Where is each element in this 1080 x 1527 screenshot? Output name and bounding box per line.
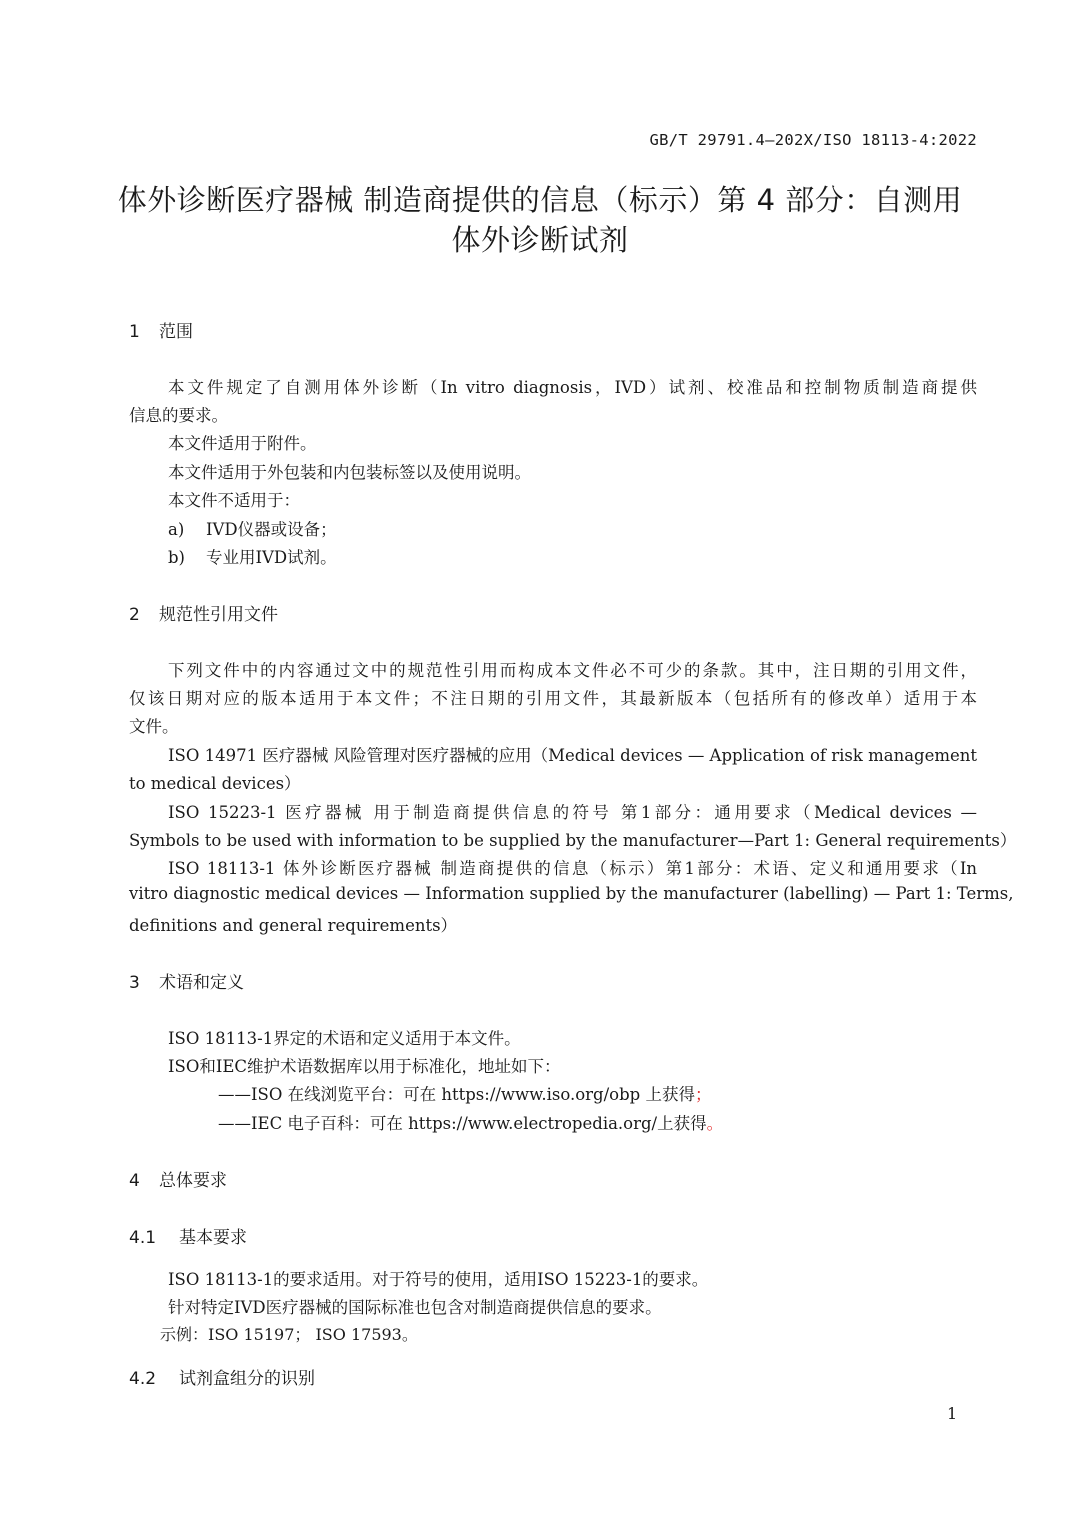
section-2-heading — [129, 600, 278, 625]
section-title: 试剂盒组分的识别 — [179, 1369, 315, 1389]
reference-iso18113-line-1: ISO 18113-1 体外诊断医疗器械 制造商提供的信息（标示）第1部分：术语、定义和通用要求（In — [168, 859, 977, 878]
list-item — [168, 516, 337, 540]
s2-paragraph-line-1: 下列文件中的内容通过文中的规范性引用而构成本文件必不可少的条款。其中，注日期的引用文件， — [168, 661, 977, 680]
section-number: 4 — [129, 1171, 140, 1191]
list-text: 专业用IVD试剂。 — [206, 548, 337, 567]
reference-iso15223-line-2: Symbols to be used with information to be supplied by the manufacturer—Part 1: General requirements） — [129, 831, 1017, 850]
s1-paragraph-2: 本文件适用于附件。 — [168, 434, 317, 453]
section-title: 术语和定义 — [159, 973, 244, 993]
s4-1-paragraph-1: ISO 18113-1的要求适用。对于符号的使用，适用ISO 15223-1的要求。 — [168, 1270, 709, 1289]
dash-item-electropedia — [218, 1110, 723, 1134]
section-title: 基本要求 — [179, 1228, 247, 1248]
list-item — [168, 544, 337, 568]
page-number: 1 — [947, 1404, 958, 1423]
list-marker: b) — [168, 548, 185, 567]
section-4-1-heading — [129, 1223, 247, 1248]
s3-paragraph-2: ISO和IEC维护术语数据库以用于标准化，地址如下： — [168, 1057, 561, 1076]
s2-paragraph-line-2: 仅该日期对应的版本适用于本文件；不注日期的引用文件，其最新版本（包括所有的修改单）适用于本 — [129, 689, 977, 708]
document-id-header: GB/T 29791.4—202X/ISO 18113-4:2022 — [649, 131, 977, 149]
s2-paragraph-line-3: 文件。 — [129, 717, 179, 736]
section-number: 3 — [129, 973, 140, 993]
reference-iso14971-line-2: to medical devices） — [129, 774, 301, 793]
reference-iso15223-line-1: ISO 15223-1 医疗器械 用于制造商提供信息的符号 第1部分：通用要求（Medical devices — — [168, 803, 977, 822]
s4-1-paragraph-2: 针对特定IVD医疗器械的国际标准也包含对制造商提供信息的要求。 — [168, 1298, 662, 1317]
title-line-2: 体外诊断试剂 — [451, 223, 629, 257]
reference-iso18113-line-2: vitro diagnostic medical devices — Information supplied by the manufacturer (labelling) — Part 1: Terms, — [129, 884, 1014, 903]
s1-paragraph-3: 本文件适用于外包装和内包装标签以及使用说明。 — [168, 463, 531, 482]
section-4-heading — [129, 1166, 227, 1191]
dash-item-punct: ； — [694, 1085, 712, 1104]
section-3-heading — [129, 968, 244, 993]
section-number: 1 — [129, 322, 140, 342]
dash-item-text: ——ISO 在线浏览平台：可在 https://www.iso.org/obp 上获得 — [218, 1085, 695, 1104]
section-title: 范围 — [159, 322, 193, 342]
s3-paragraph-1: ISO 18113-1界定的术语和定义适用于本文件。 — [168, 1029, 521, 1048]
section-4-2-heading — [129, 1364, 315, 1389]
section-1-heading — [129, 317, 193, 342]
section-number: 4.1 — [129, 1228, 157, 1248]
section-number: 2 — [129, 605, 140, 625]
dash-item-iso-obp — [218, 1081, 711, 1105]
reference-iso18113-line-3: definitions and general requirements） — [129, 916, 458, 935]
section-number: 4.2 — [129, 1369, 157, 1389]
title-line-1: 体外诊断医疗器械 制造商提供的信息（标示）第 4 部分：自测用 — [117, 183, 963, 217]
reference-iso14971-line-1: ISO 14971 医疗器械 风险管理对医疗器械的应用（Medical devices — Application of risk management — [168, 746, 978, 765]
section-title: 总体要求 — [159, 1171, 227, 1191]
s4-1-example: 示例：ISO 15197； ISO 17593。 — [160, 1325, 418, 1344]
list-marker: a) — [168, 520, 185, 539]
s1-paragraph-1-line-1: 本文件规定了自测用体外诊断（In vitro diagnosis，IVD）试剂、校准品和控制物质制造商提供 — [168, 378, 977, 397]
dash-item-text: ——IEC 电子百科：可在 https://www.electropedia.org/上获得 — [218, 1114, 707, 1133]
list-text: IVD仪器或设备； — [206, 520, 337, 539]
s1-paragraph-4: 本文件不适用于： — [168, 491, 300, 510]
dash-item-punct: 。 — [706, 1114, 724, 1133]
s1-paragraph-1-line-2: 信息的要求。 — [129, 406, 228, 425]
section-title: 规范性引用文件 — [159, 605, 278, 625]
